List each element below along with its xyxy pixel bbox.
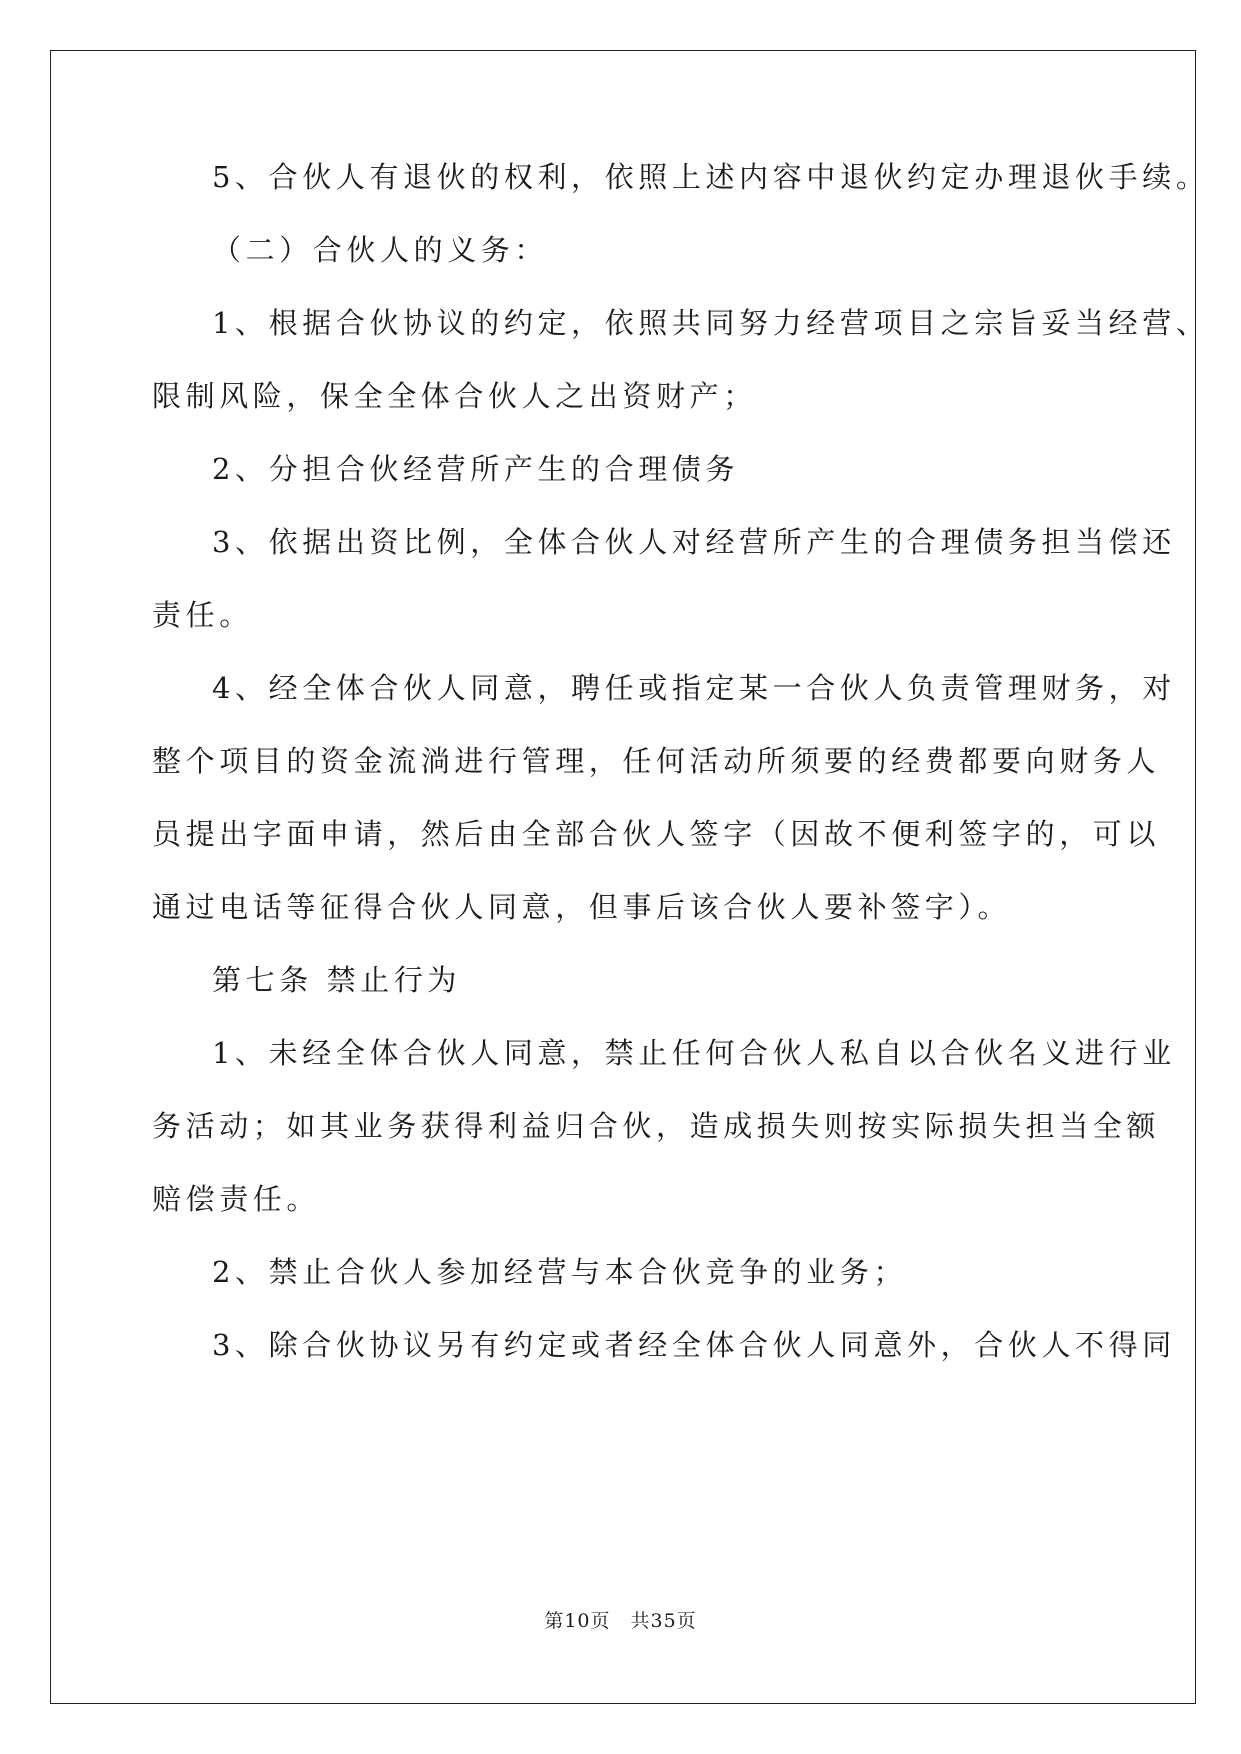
paragraph-line: 整个项目的资金流淌进行管理，任何活动所须要的经费都要向财务人 xyxy=(152,744,1161,778)
paragraph-line: 2、禁止合伙人参加经营与本合伙竞争的业务； xyxy=(212,1255,908,1289)
section-heading: （二）合伙人的义务： xyxy=(212,233,549,267)
paragraph-line: 员提出字面申请，然后由全部合伙人签字（因故不便利签字的，可以 xyxy=(152,817,1161,851)
paragraph-line: 责任。 xyxy=(152,598,253,632)
paragraph-line: 3、除合伙协议另有约定或者经全体合伙人同意外，合伙人不得同 xyxy=(212,1328,1176,1362)
paragraph-line: 4、经全体合伙人同意，聘任或指定某一合伙人负责管理财务，对 xyxy=(212,671,1176,705)
paragraph-line: 限制风险，保全全体合伙人之出资财产； xyxy=(152,379,757,413)
paragraph-line: 3、依据出资比例，全体合伙人对经营所产生的合理债务担当偿还 xyxy=(212,525,1176,559)
paragraph-line: 2、分担合伙经营所产生的合理债务 xyxy=(212,452,740,486)
paragraph-line: 赔偿责任。 xyxy=(152,1182,321,1216)
paragraph-line: 通过电话等征得合伙人同意，但事后该合伙人要补签字）。 xyxy=(152,890,1012,924)
page-number: 第10页 共35页 xyxy=(544,1610,697,1632)
article-heading: 第七条 禁止行为 xyxy=(212,963,462,997)
paragraph-line: 务活动；如其业务获得利益归合伙，造成损失则按实际损失担当全额 xyxy=(152,1109,1161,1143)
paragraph-line: 1、根据合伙协议的约定，依照共同努力经营项目之宗旨妥当经营、 xyxy=(212,306,1210,340)
paragraph-line: 1、未经全体合伙人同意，禁止任何合伙人私自以合伙名义进行业 xyxy=(212,1036,1176,1070)
paragraph-line: 5、合伙人有退伙的权利，依照上述内容中退伙约定办理退伙手续。 xyxy=(212,160,1210,194)
page-border xyxy=(50,50,1196,1704)
